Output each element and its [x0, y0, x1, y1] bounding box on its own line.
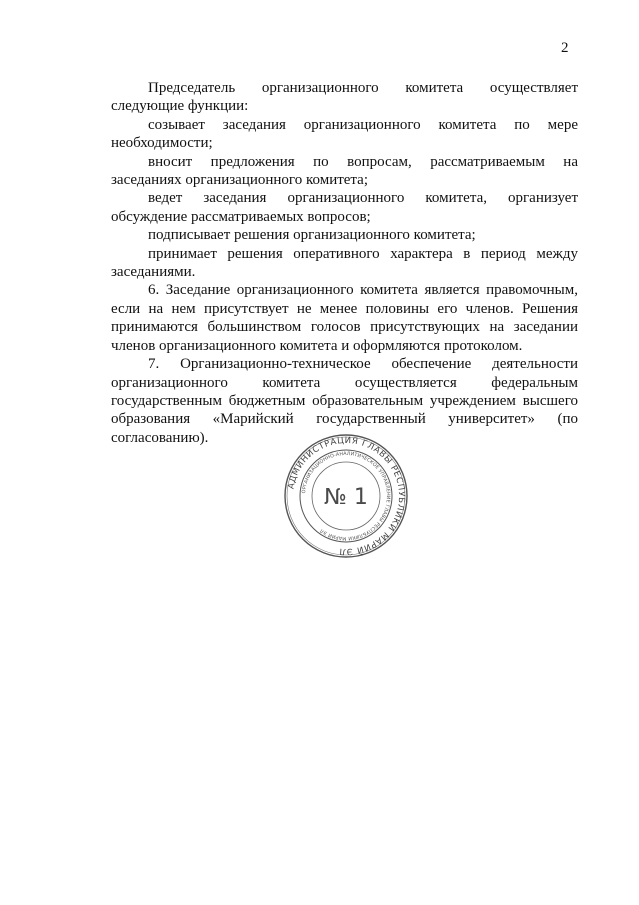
- paragraph: ведет заседания организационного комитета, организует обсуждение рассматриваемых вопросов;: [111, 190, 578, 225]
- page-number: 2: [561, 40, 569, 56]
- paragraph: принимает решения оперативного характера в период между заседаниями.: [111, 245, 578, 281]
- stamp-inner-text: ОРГАНИЗАЦИОННО-АНАЛИТИЧЕСКОЕ УПРАВЛЕНИЕ ГЛАВЫ РЕСПУБЛИКИ МАРИЙ ЭЛ: [302, 451, 391, 541]
- official-stamp: [283, 433, 409, 559]
- paragraph: Председатель организационного комитета осуществляет следующие функции:: [111, 80, 578, 115]
- stamp-number: № 1: [324, 485, 368, 510]
- paragraph: 7. Организационно-техническое обеспечение деятельности организационного комитета осуществляется федеральным государственным бюджетным образовательным учреждением высшего образования «Марийский государственный университет» (по согласованию).: [111, 356, 578, 446]
- document-body: [111, 79, 578, 447]
- stamp-seal-icon: [283, 433, 409, 559]
- paragraph: 6. Заседание организационного комитета является правомочным, если на нем присутствует не менее половины его членов. Решения принимаются большинством голосов присутствующих на заседании членов организационного комитета и оформляются протоколом.: [111, 282, 578, 354]
- paragraph: вносит предложения по вопросам, рассматриваемым на заседаниях организационного комитета;: [111, 153, 578, 189]
- paragraph: подписывает решения организационного комитета;: [148, 227, 476, 244]
- stamp-outer-text: АДМИНИСТРАЦИЯ ГЛАВЫ РЕСПУБЛИКИ МАРИЙ ЭЛ: [286, 435, 407, 557]
- paragraph: созывает заседания организационного комитета по мере необходимости;: [111, 116, 578, 152]
